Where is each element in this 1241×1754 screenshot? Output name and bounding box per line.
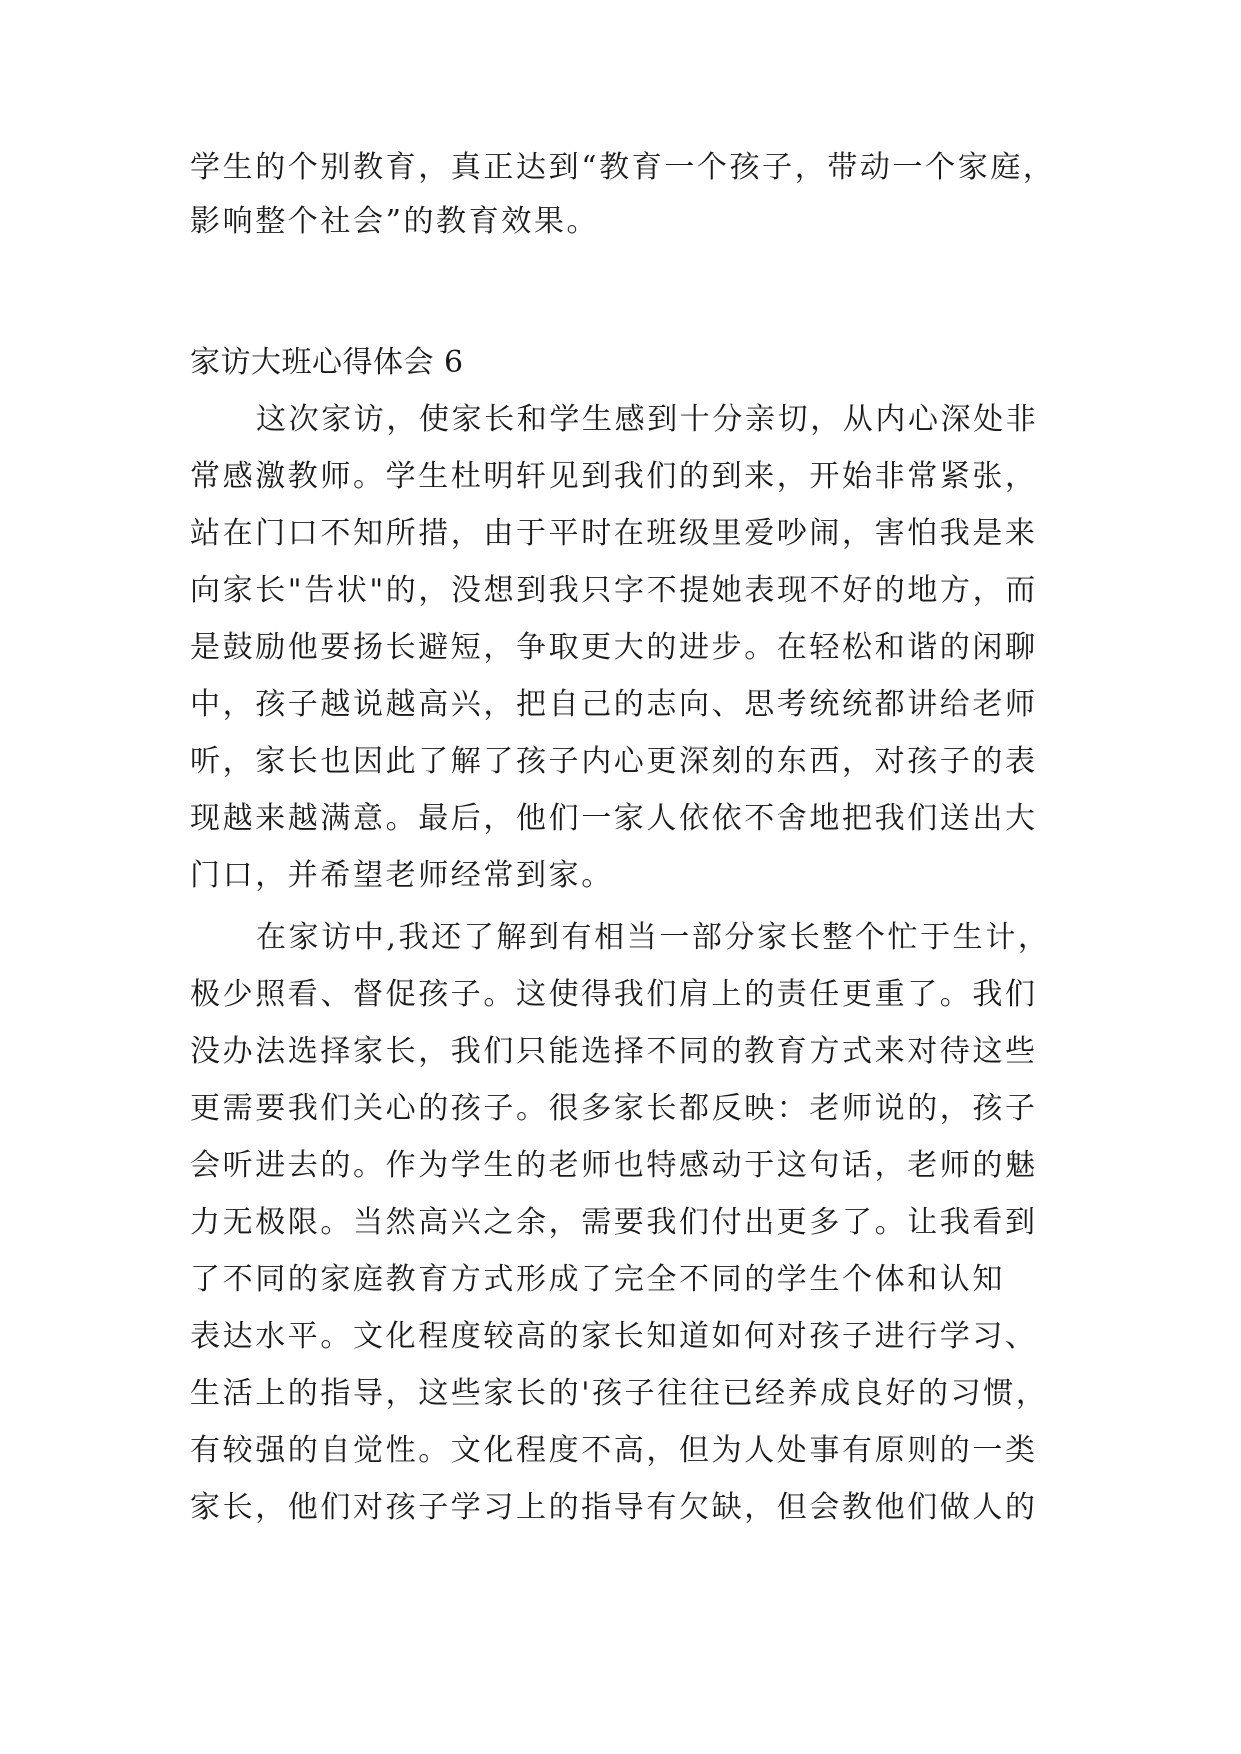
intro-line: 影响整个社会”的教育效果。 [190,204,600,239]
paragraph-line: 家长，他们对孩子学习上的指导有欠缺，但会教他们做人的 [190,1490,1038,1525]
intro-line: 学生的个别教育，真正达到“教育一个孩子，带动一个家庭， [190,150,1056,185]
paragraph-line: 更需要我们关心的孩子。很多家长都反映：老师说的，孩子 [190,1091,1038,1126]
paragraph-line: 在家访中,我还了解到有相当一部分家长整个忙于生计， [256,920,1051,955]
paragraph-line: 是鼓励他要扬长避短，争取更大的进步。在轻松和谐的闲聊 [190,630,1038,665]
paragraph-line: 听，家长也因此了解了孩子内心更深刻的东西，对孩子的表 [190,744,1038,779]
paragraph-line: 会听进去的。作为学生的老师也特感动于这句话，老师的魅 [190,1148,1038,1183]
section-title: 家访大班心得体会 6 [190,345,464,380]
paragraph-line: 向家长"告状"的，没想到我只字不提她表现不好的地方，而 [190,573,1038,608]
paragraph-line: 表达水平。文化程度较高的家长知道如何对孩子进行学习、 [190,1319,1038,1354]
paragraph-line: 现越来越满意。最后，他们一家人依依不舍地把我们送出大 [190,801,1038,836]
paragraph-line: 门口，并希望老师经常到家。 [190,858,614,893]
paragraph-line: 有较强的自觉性。文化程度不高，但为人处事有原则的一类 [190,1433,1038,1468]
paragraph-line: 站在门口不知所措，由于平时在班级里爱吵闹，害怕我是来 [190,516,1038,551]
paragraph-line: 了不同的家庭教育方式形成了完全不同的学生个体和认知 [190,1262,1005,1297]
paragraph-line: 这次家访，使家长和学生感到十分亲切，从内心深处非 [256,402,1039,437]
paragraph-line: 力无极限。当然高兴之余，需要我们付出更多了。让我看到 [190,1205,1038,1240]
paragraph-line: 没办法选择家长，我们只能选择不同的教育方式来对待这些 [190,1034,1038,1069]
paragraph-line: 中，孩子越说越高兴，把自己的志向、思考统统都讲给老师 [190,687,1038,722]
paragraph-line: 生活上的指导，这些家长的'孩子往往已经养成良好的习惯， [190,1376,1049,1411]
paragraph-line: 极少照看、督促孩子。这使得我们肩上的责任更重了。我们 [190,977,1038,1012]
paragraph-line: 常感激教师。学生杜明轩见到我们的到来，开始非常紧张， [190,459,1038,494]
